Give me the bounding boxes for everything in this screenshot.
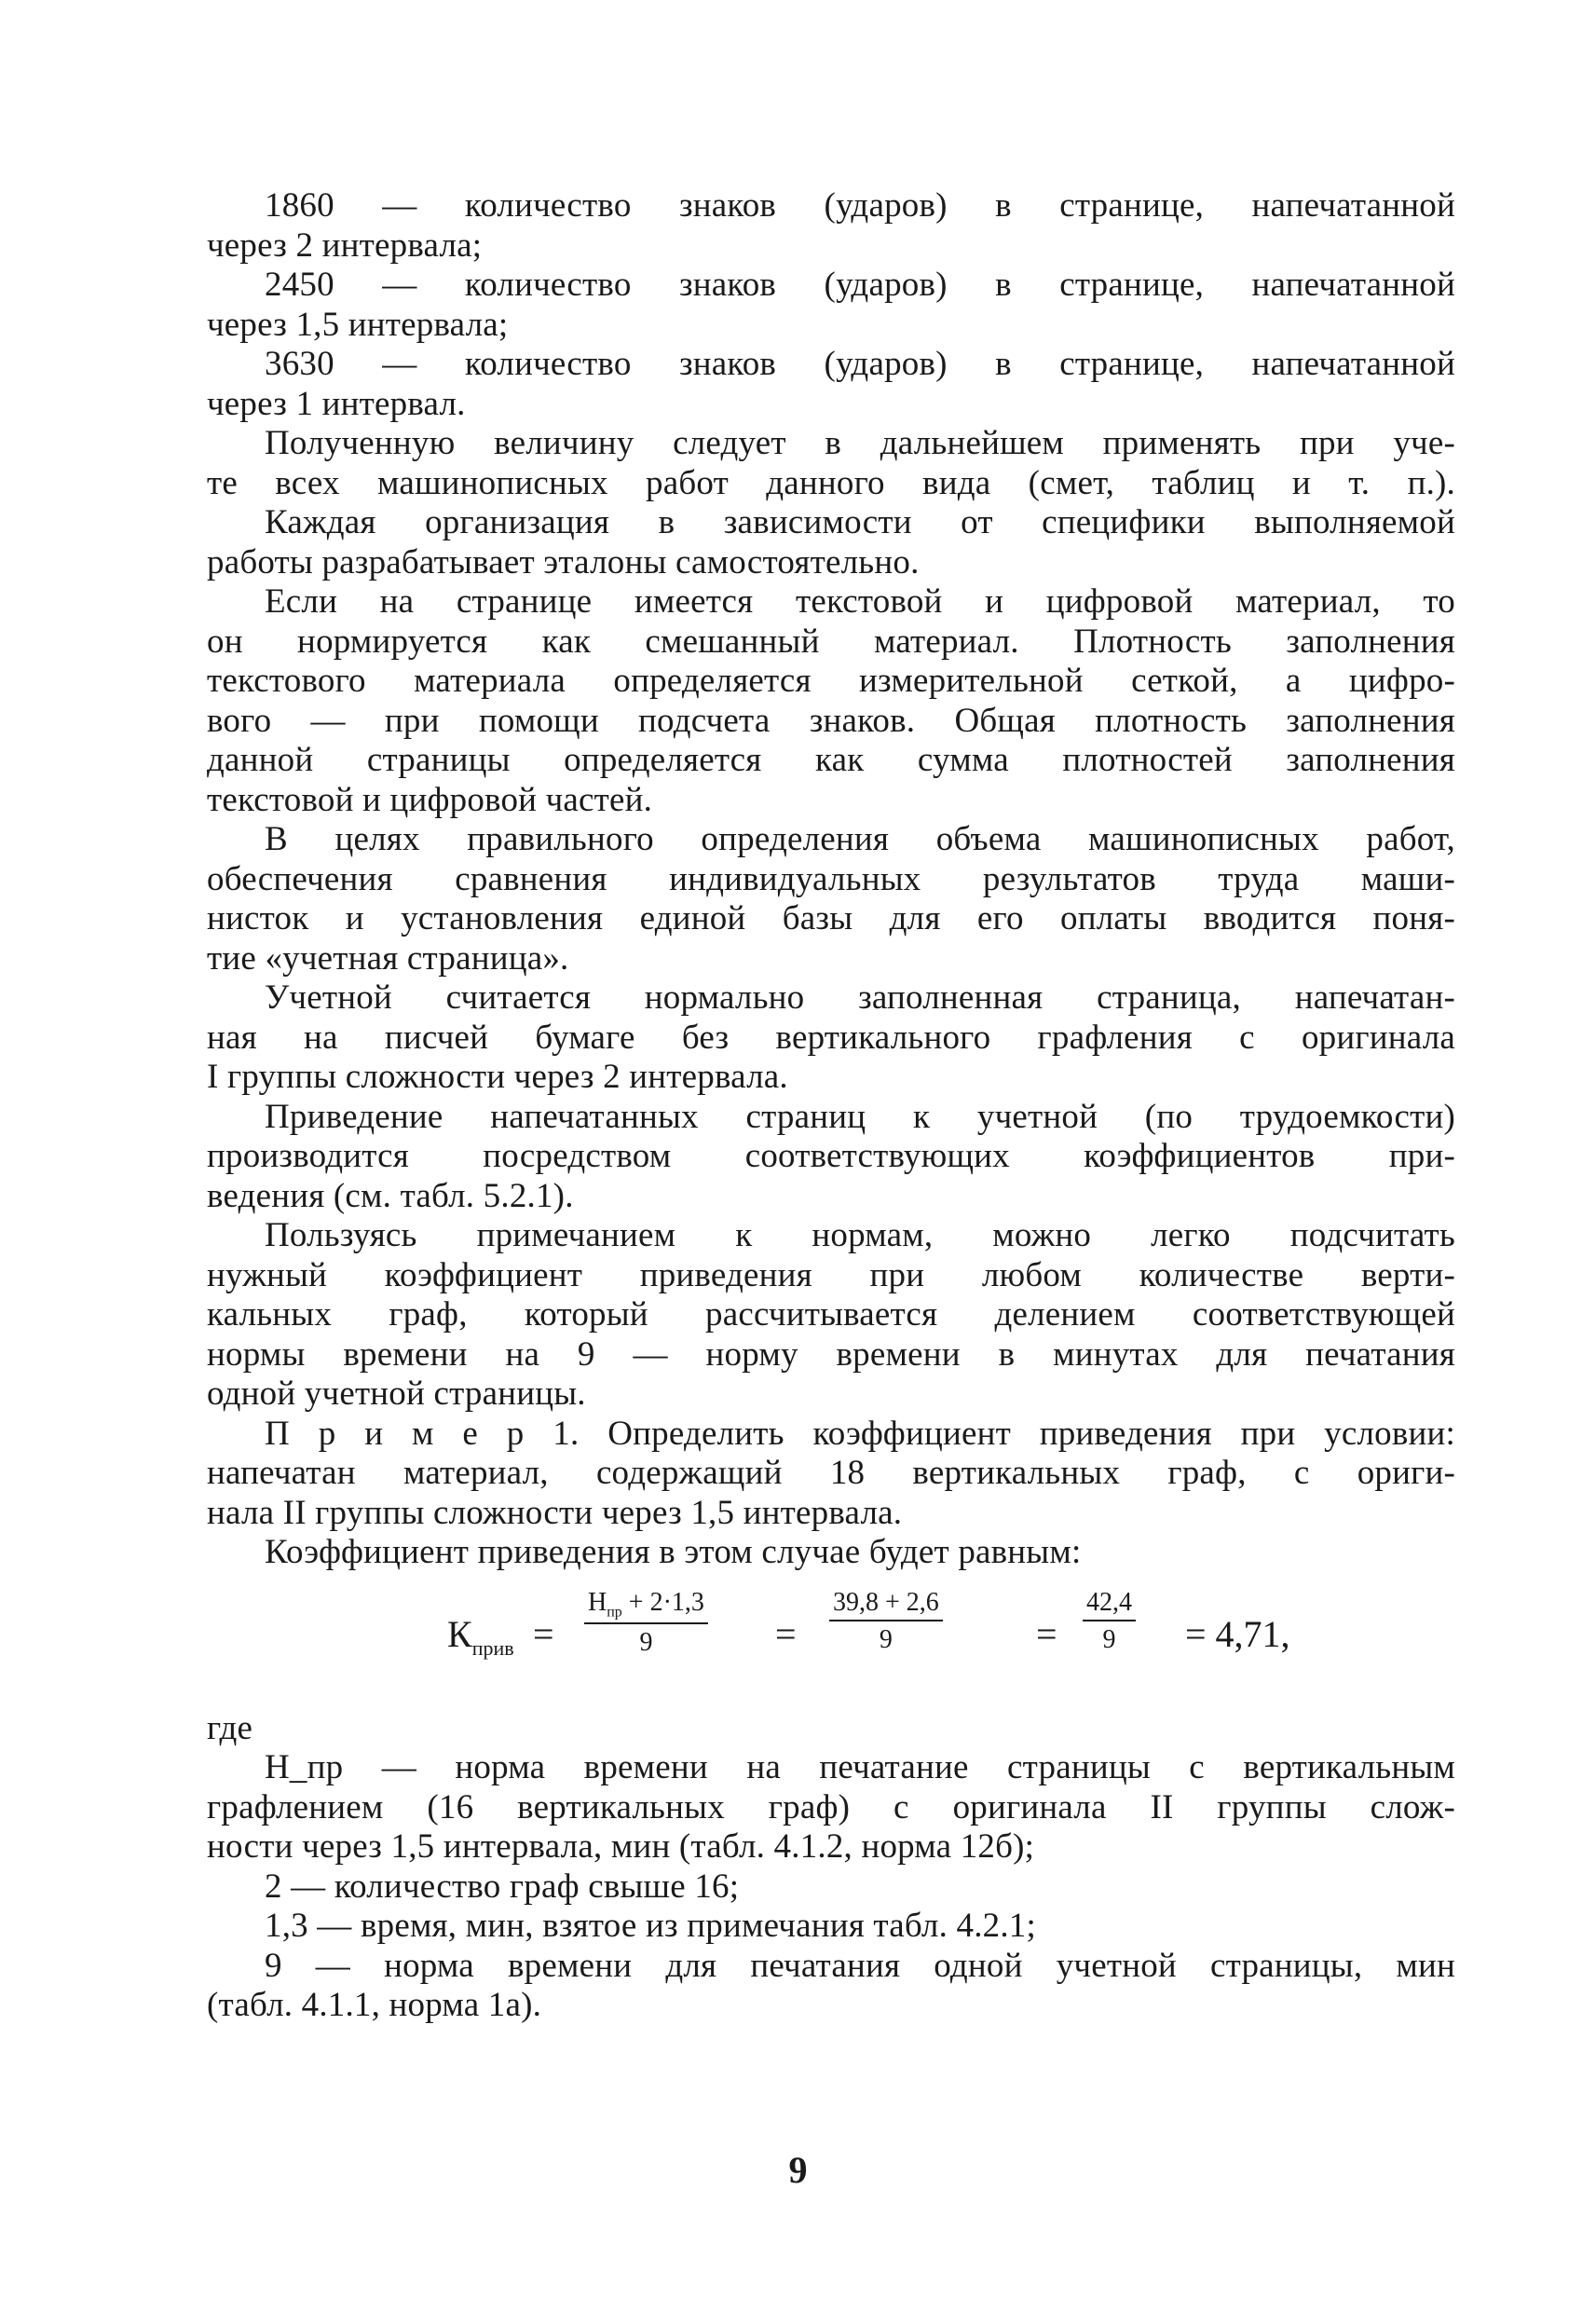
text-line: Полученную величину следует в дальнейшем применять при уче- bbox=[265, 424, 1455, 462]
text-line: данной страницы определяется как сумма плотностей заполнения bbox=[207, 741, 1455, 779]
text-line: П р и м е р 1. Определить коэффициент приведения при условии: bbox=[265, 1414, 1455, 1453]
text-line: через 2 интервала; bbox=[207, 226, 483, 265]
text-line: обеспечения сравнения индивидуальных результатов труда маши- bbox=[207, 859, 1455, 898]
text-line: 3630 — количество знаков (ударов) в странице, напечатанной bbox=[265, 345, 1455, 383]
text-line: нормы времени на 9 — норму времени в минутах для печатания bbox=[207, 1334, 1455, 1374]
text-line: (табл. 4.1.1, норма 1а). bbox=[207, 1986, 542, 2024]
text-line: текстового материала определяется измерительной сеткой, а цифро- bbox=[207, 662, 1455, 700]
text-line: нала II группы сложности через 1,5 интервала. bbox=[207, 1493, 903, 1532]
text-line: ведения (см. табл. 5.2.1). bbox=[207, 1176, 574, 1215]
text-line: производится посредством соответствующих коэффициентов при- bbox=[207, 1137, 1455, 1175]
text-line: текстовой и цифровой частей. bbox=[207, 780, 653, 819]
text-line: 1,3 — время, мин, взятое из примечания табл. 4.2.1; bbox=[265, 1907, 1036, 1945]
formula-result: = 4,71, bbox=[1185, 1612, 1290, 1655]
text-line: те всех машинописных работ данного вида (смет, таблиц и т. п.). bbox=[207, 463, 1455, 502]
text-line: работы разрабатывает эталоны самостоятельно. bbox=[207, 542, 920, 581]
text-line: кальных граф, который рассчитывается делением соответствующей bbox=[207, 1295, 1455, 1334]
text-line: 9 — норма времени для печатания одной учетной страницы, мин bbox=[265, 1946, 1455, 1985]
text-line: ности через 1,5 интервала, мин (табл. 4.1.2, норма 12б); bbox=[207, 1827, 1035, 1866]
page-number: 9 bbox=[788, 2149, 808, 2191]
formula bbox=[207, 1579, 1455, 1700]
text-line: I группы сложности через 2 интервала. bbox=[207, 1058, 788, 1096]
text-line: Учетной считается нормально заполненная страница, напечатан- bbox=[265, 978, 1455, 1017]
text-line: через 1,5 интервала; bbox=[207, 305, 509, 344]
text-line: Приведение напечатанных страниц к учетной (по трудоемкости) bbox=[265, 1097, 1455, 1136]
text-line: графлением (16 вертикальных граф) с оригинала II группы слож- bbox=[207, 1787, 1455, 1826]
text-line: Н_пр — норма времени на печатание страницы с вертикальным bbox=[265, 1748, 1455, 1786]
formula-equals: = bbox=[775, 1612, 797, 1655]
text-line: Пользуясь примечанием к нормам, можно легко подсчитать bbox=[265, 1216, 1455, 1254]
text-line: Коэффициент приведения в этом случае будет равным: bbox=[265, 1533, 1082, 1571]
text-line: 2450 — количество знаков (ударов) в странице, напечатанной bbox=[265, 266, 1455, 304]
text-line: где bbox=[207, 1708, 253, 1747]
text-line: одной учетной страницы. bbox=[207, 1375, 586, 1413]
text-line: Каждая организация в зависимости от специфики выполняемой bbox=[265, 503, 1455, 541]
text-line: 1860 — количество знаков (ударов) в странице, напечатанной bbox=[265, 186, 1455, 225]
formula-fraction-3: $\frac{42,4}{9}$ bbox=[1083, 1588, 1136, 1655]
text-line: В целях правильного определения объема машинописных работ, bbox=[265, 820, 1455, 858]
text-line: 2 — количество граф свыше 16; bbox=[265, 1867, 740, 1906]
formula-fraction-1: $Н_{пр} + 2\cdot 1,3$ 9 bbox=[584, 1588, 708, 1659]
text-line: ная на писчей бумаге без вертикального графления с оригинала bbox=[207, 1018, 1455, 1057]
formula-lhs: $К_{прив}$ bbox=[447, 1612, 514, 1660]
formula-fraction-2: $\frac{39,8 + 2,6}{9}$ bbox=[829, 1588, 943, 1655]
text-line: нужный коэффициент приведения при любом количестве верти- bbox=[207, 1255, 1455, 1294]
formula-equals: = bbox=[533, 1612, 554, 1655]
text-line: через 1 интервал. bbox=[207, 384, 466, 423]
text-line: напечатан материал, содержащий 18 вертикальных граф, с ориги- bbox=[207, 1454, 1455, 1492]
text-line: тие «учетная страница». bbox=[207, 938, 569, 978]
text-line: Если на странице имеется текстовой и цифровой материал, то bbox=[265, 582, 1455, 621]
text-line: вого — при помощи подсчета знаков. Общая плотность заполнения bbox=[207, 701, 1455, 740]
document-page bbox=[207, 186, 1455, 2026]
text-line: он нормируется как смешанный материал. Плотность заполнения bbox=[207, 622, 1455, 661]
text-line: нисток и установления единой базы для его оплаты вводится поня- bbox=[207, 899, 1455, 937]
formula-equals: = bbox=[1036, 1612, 1057, 1655]
